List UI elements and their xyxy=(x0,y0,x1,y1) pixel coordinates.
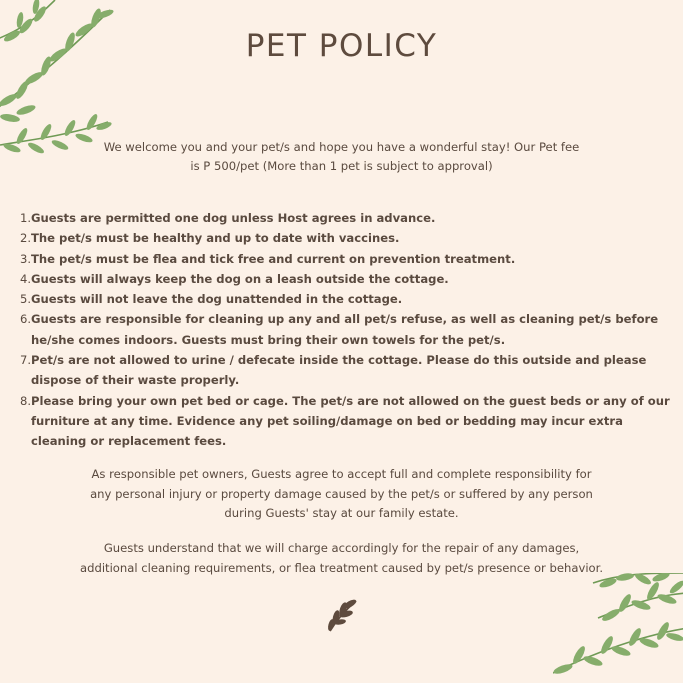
list-item-number: 5. xyxy=(19,292,31,307)
list-item-text: Guests will not leave the dog unattended in the cottage. xyxy=(31,292,403,307)
intro-text: We welcome you and your pet/s and hope you have a wonderful stay! Our Pet fee is P 500/pet (More than 1 pet is subject to approval) xyxy=(103,140,580,173)
list-item xyxy=(14,228,680,248)
list-item-number: 7. xyxy=(19,353,31,368)
list-item xyxy=(14,249,680,269)
list-item-number: 1. xyxy=(19,211,31,225)
list-item-number: 4. xyxy=(19,271,31,286)
list-item xyxy=(14,269,680,289)
list-item-number: 6. xyxy=(19,312,31,327)
list-item-text: Guests are responsible for cleaning up any and all pet/s refuse, as well as cleaning pet/s before he/she comes indoors. Guests must bring their own towels for the pet/s. xyxy=(31,312,659,347)
list-item-number: 2. xyxy=(19,231,31,246)
list-item-text: The pet/s must be healthy and up to date with vaccines. xyxy=(31,231,400,246)
list-item xyxy=(14,289,680,309)
page-title: PET POLICY xyxy=(245,28,438,64)
list-item xyxy=(14,309,680,350)
list-item xyxy=(14,208,680,228)
list-item-text: Guests are permitted one dog unless Host agrees in advance. xyxy=(31,211,436,225)
list-item-number: 8. xyxy=(19,393,31,408)
responsibility-text: As responsible pet owners, Guests agree to accept full and complete responsibility for any personal injury or property damage caused by the pet/s or suffered by any person during Guests' stay at our family estate. xyxy=(90,467,593,520)
list-item xyxy=(14,350,680,391)
list-item-number: 3. xyxy=(19,251,31,266)
list-item-text: Please bring your own pet bed or cage. The pet/s are not allowed on the guest beds or any of our furniture at any time. Evidence any pet soiling/damage on bed or bedding may incur extra cleaning or replacement fees. xyxy=(31,393,670,449)
charges-text: Guests understand that we will charge accordingly for the repair of any damages, additional cleaning requirements, or flea treatment caused by pet/s presence or behavior. xyxy=(80,541,604,575)
list-item-text: The pet/s must be flea and tick free and current on prevention treatment. xyxy=(31,251,516,266)
leaf-branch-icon xyxy=(553,573,683,683)
sprig-icon xyxy=(322,595,362,635)
list-item-text: Guests will always keep the dog on a leash outside the cottage. xyxy=(31,271,449,286)
list-item-text: Pet/s are not allowed to urine / defecate inside the cottage. Please do this outside and please dispose of their waste properly. xyxy=(31,353,647,388)
rules-list xyxy=(14,208,680,452)
list-item xyxy=(14,391,680,452)
